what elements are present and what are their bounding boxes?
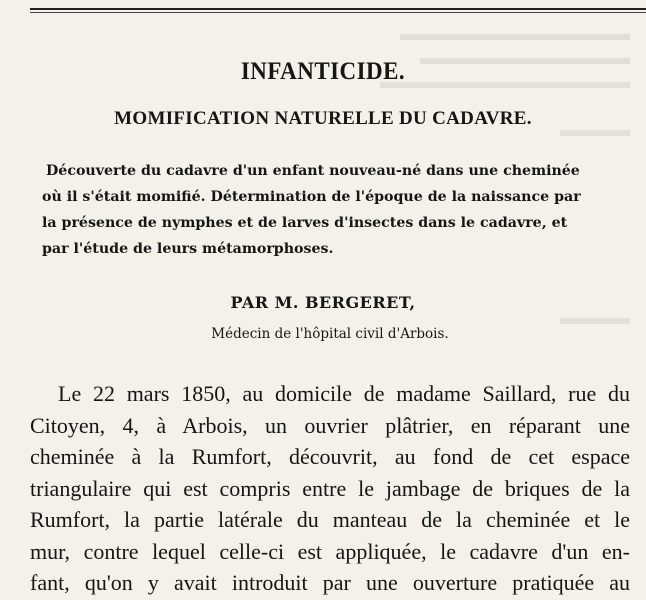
article-body xyxy=(30,378,630,599)
body-line: Rumfort, la partie latérale du manteau de la cheminée et le xyxy=(30,507,630,532)
summary-line: Découverte du cadavre d'un enfant nouveau-né dans une cheminée xyxy=(46,163,580,179)
article-title: INFANTICIDE. xyxy=(240,58,406,85)
body-line: mur, contre lequel celle-ci est appliquée, le cadavre d'un en- xyxy=(30,538,630,564)
summary-line: par l'étude de leurs métamorphoses. xyxy=(42,241,334,257)
summary-line: où il s'était momifié. Détermination de l'époque de la naissance par xyxy=(42,189,581,205)
summary-line: la présence de nymphes et de larves d'insectes dans le cadavre, et xyxy=(42,215,568,231)
top-rule-thin xyxy=(30,12,646,13)
body-line: triangulaire qui est compris entre le jambage de briques de la xyxy=(30,475,630,501)
top-rule xyxy=(30,8,646,10)
body-line: cheminée à la Rumfort, découvrit, au fond de cet espace xyxy=(30,444,630,469)
author-byline: PAR M. BERGERET, xyxy=(230,293,416,312)
body-line: fant, qu'on y avait introduit par une ouverture pratiquée au xyxy=(30,570,630,595)
body-line: Citoyen, 4, à Arbois, un ouvrier plâtrier, en réparant une xyxy=(30,412,630,438)
article-subtitle: MOMIFICATION NATURELLE DU CADAVRE. xyxy=(114,108,532,129)
article-summary xyxy=(42,158,624,262)
author-affiliation: Médecin de l'hôpital civil d'Arbois. xyxy=(211,326,449,342)
body-line: Le 22 mars 1850, au domicile de madame Saillard, rue du xyxy=(58,381,630,406)
